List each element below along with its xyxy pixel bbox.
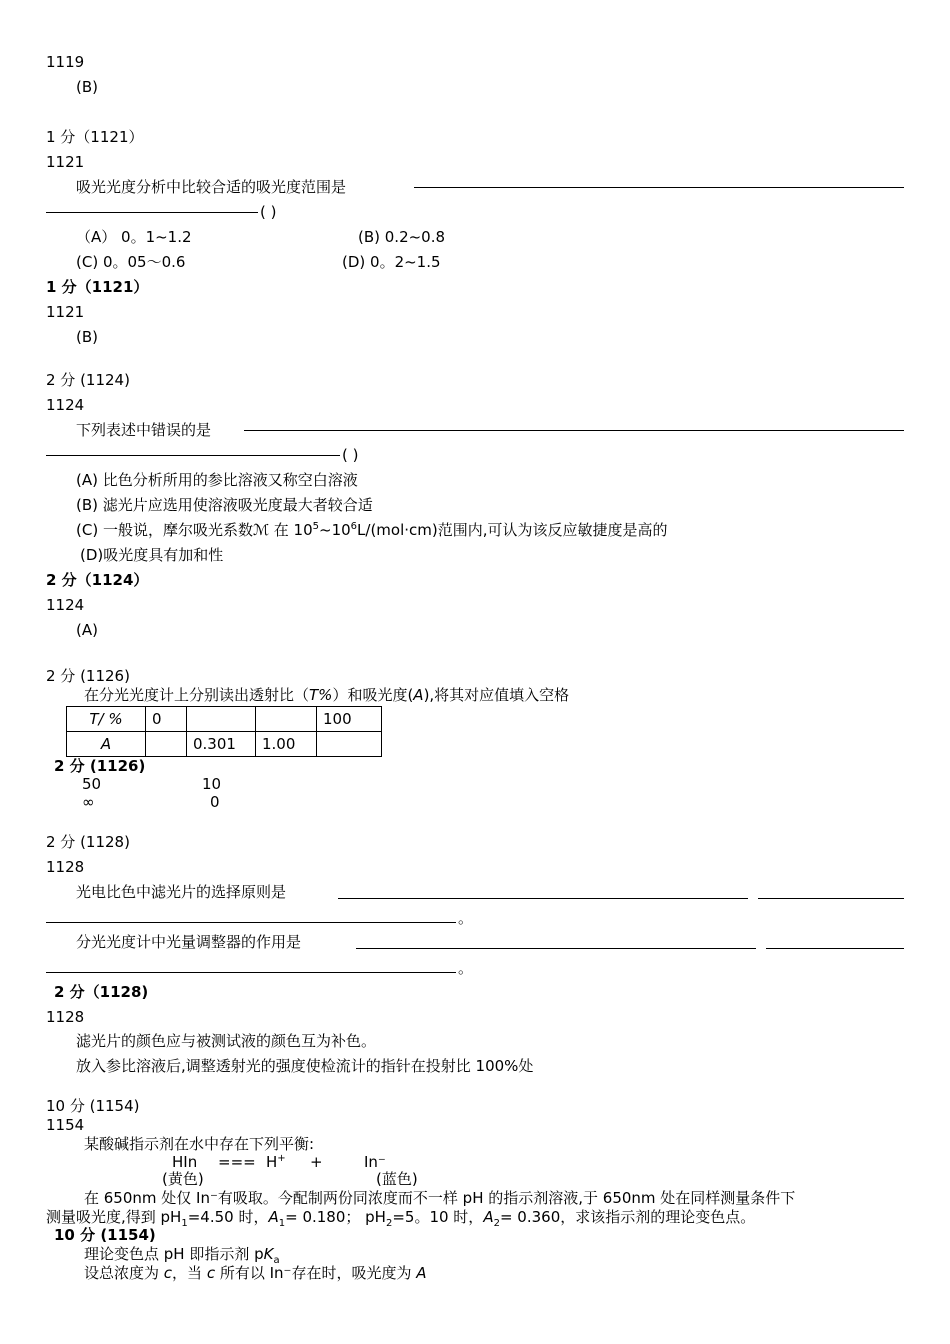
q1124-paren: ( ) bbox=[342, 446, 359, 464]
q1154-heading: 10 分 (1154) bbox=[46, 1097, 140, 1115]
q1121-option-d: (D) 0。2~1.5 bbox=[342, 253, 441, 271]
q1154-answer-1-k: K bbox=[263, 1245, 274, 1263]
q1154-eq-in: In⁻ bbox=[364, 1153, 386, 1171]
q1124-option-c-pre: (C) 一般说，摩尔吸光系数 bbox=[76, 521, 253, 539]
table-cell[interactable] bbox=[256, 707, 317, 732]
q1154-stem-3-sub4: 2 bbox=[493, 1218, 500, 1229]
table-cell[interactable]: 100 bbox=[317, 707, 382, 732]
q1121-option-a: （A） 0。1~1.2 bbox=[76, 228, 192, 246]
q1154-stem-3-sub3: 2 bbox=[385, 1218, 393, 1229]
q1124-option-c-post: L/(mol·cm)范围内,可认为该反应敏捷度是高的 bbox=[357, 521, 668, 539]
q1121-answer-heading: 1 分（1121） bbox=[46, 278, 149, 296]
table-row bbox=[67, 707, 382, 732]
q1124-option-c-exp1: 5 bbox=[312, 521, 319, 532]
q1154-answer-2-b: ，当 bbox=[172, 1264, 207, 1282]
q1128-blank-2a bbox=[356, 948, 756, 949]
q1154-eq-yellow: (黄色) bbox=[162, 1170, 204, 1188]
q1154-stem-3-b: =4.50 时， bbox=[187, 1208, 269, 1226]
q1121-answer: (B) bbox=[76, 328, 98, 346]
q1154-eq-h-sup: + bbox=[277, 1153, 286, 1164]
q1154-stem-3-e: = 0.360，求该指示剂的理论变色点。 bbox=[499, 1208, 756, 1226]
q1124-option-a: (A) 比色分析所用的参比溶液又称空白溶液 bbox=[76, 471, 358, 489]
q1154-eq-blue: (蓝色) bbox=[376, 1170, 418, 1188]
table-cell[interactable] bbox=[317, 732, 382, 757]
q1124-answer-number: 1124 bbox=[46, 596, 85, 614]
q1154-eq-plus: + bbox=[310, 1153, 323, 1171]
table-cell[interactable] bbox=[146, 732, 187, 757]
q1119-answer: (B) bbox=[76, 78, 98, 96]
q1128-blank-1b bbox=[758, 898, 904, 899]
table-row bbox=[67, 732, 382, 757]
q1124-option-c bbox=[76, 520, 668, 540]
q1126-stem-a: A bbox=[413, 686, 424, 704]
q1126-stem-pre: 在分光光度计上分别读出透射比（ bbox=[84, 686, 310, 704]
q1124-option-c-tilde: ~10 bbox=[319, 521, 351, 539]
q1126-answer-r1c1: 50 bbox=[82, 775, 102, 793]
q1121-stem: 吸光光度分析中比较合适的吸光度范围是 bbox=[76, 178, 347, 196]
q1126-answer-r1c2: 10 bbox=[202, 775, 222, 793]
q1128-blank-2b bbox=[766, 948, 904, 949]
table-cell[interactable]: 0 bbox=[146, 707, 187, 732]
q1154-stem-3-d: =5。10 时， bbox=[392, 1208, 484, 1226]
q1126-answer-heading: 2 分 (1126) bbox=[54, 757, 146, 775]
q1126-answer-r2c2: 0 bbox=[210, 793, 220, 811]
q1124-option-b: (B) 滤光片应选用使溶液吸光度最大者较合适 bbox=[76, 496, 373, 514]
q1154-stem-3-sub2: 1 bbox=[278, 1218, 286, 1229]
q1128-period-2: 。 bbox=[458, 959, 474, 977]
q1154-answer-2-c2: c bbox=[206, 1264, 216, 1282]
q1128-heading: 2 分 (1128) bbox=[46, 833, 130, 851]
q1154-eq-hin: HIn bbox=[172, 1153, 198, 1171]
q1154-eq-h bbox=[266, 1152, 286, 1172]
q1124-option-d: (D)吸光度具有加和性 bbox=[80, 546, 224, 564]
q1128-period-1: 。 bbox=[458, 909, 474, 927]
q1154-answer-1-a: 理论变色点 pH 即指示剂 p bbox=[84, 1245, 264, 1263]
q1124-stem: 下列表述中错误的是 bbox=[76, 421, 212, 439]
q1128-answer-number: 1128 bbox=[46, 1008, 85, 1026]
q1124-option-c-symbol: ℳ bbox=[252, 521, 269, 539]
q1121-dash-line-1 bbox=[414, 187, 904, 188]
table-cell[interactable] bbox=[187, 707, 256, 732]
q1154-stem-1: 某酸碱指示剂在水中存在下列平衡: bbox=[84, 1135, 315, 1153]
q1121-heading: 1 分（1121） bbox=[46, 128, 144, 146]
q1128-number: 1128 bbox=[46, 858, 85, 876]
q1154-stem-3-sub1: 1 bbox=[181, 1218, 188, 1229]
q1121-number: 1121 bbox=[46, 153, 85, 171]
q1154-answer-1-sub: a bbox=[273, 1255, 280, 1266]
q1154-stem-3-a1: A bbox=[268, 1208, 279, 1226]
q1126-stem bbox=[84, 685, 569, 705]
q1124-dash-line-2 bbox=[46, 455, 340, 456]
q1126-answer-r2c1: ∞ bbox=[82, 793, 95, 811]
q1154-answer-2-a: 设总浓度为 bbox=[84, 1264, 164, 1282]
q1124-number: 1124 bbox=[46, 396, 85, 414]
q1126-stem-t: T% bbox=[309, 686, 333, 704]
q1154-eq-sign: === bbox=[218, 1153, 256, 1171]
q1128-answer-1: 滤光片的颜色应与被测试液的颜色互为补色。 bbox=[76, 1032, 377, 1050]
table-cell[interactable]: 0.301 bbox=[187, 732, 256, 757]
q1154-answer-1 bbox=[84, 1244, 280, 1264]
q1154-answer-2-d: 所有以 In⁻存在时，吸光度为 bbox=[215, 1264, 417, 1282]
q1121-dash-line-2 bbox=[46, 212, 258, 213]
q1124-option-c-mid: 在 10 bbox=[269, 521, 313, 539]
q1126-stem-mid: ）和吸光度( bbox=[332, 686, 414, 704]
table-row-label: T/ % bbox=[67, 707, 146, 732]
q1154-stem-3-a2: A bbox=[483, 1208, 494, 1226]
q1119-number: 1119 bbox=[46, 53, 85, 71]
q1128-answer-heading: 2 分（1128) bbox=[54, 983, 149, 1001]
q1121-answer-number: 1121 bbox=[46, 303, 85, 321]
q1126-table bbox=[66, 706, 382, 757]
q1121-option-b: (B) 0.2~0.8 bbox=[358, 228, 446, 246]
q1154-answer-2-c1: c bbox=[163, 1264, 173, 1282]
q1154-stem-2: 在 650nm 处仅 In⁻有吸取。今配制两份同浓度而不一样 pH 的指示剂溶液,于 650nm 处在同样测量条件下 bbox=[84, 1189, 796, 1207]
q1128-blank-1c bbox=[46, 922, 456, 923]
q1154-answer-2-a-symbol: A bbox=[416, 1264, 427, 1282]
q1154-answer-heading: 10 分 (1154) bbox=[54, 1226, 156, 1244]
table-cell[interactable]: 1.00 bbox=[256, 732, 317, 757]
q1124-option-c-exp2: 6 bbox=[350, 521, 358, 532]
q1128-blank-1a bbox=[338, 898, 748, 899]
q1124-dash-line-1 bbox=[244, 430, 904, 431]
q1154-stem-3-c: = 0.180； pH bbox=[285, 1208, 386, 1226]
q1128-stem-2: 分光光度计中光量调整器的作用是 bbox=[76, 933, 302, 951]
q1121-paren: ( ) bbox=[260, 203, 277, 221]
table-row-label: A bbox=[67, 732, 146, 757]
q1154-stem-3 bbox=[46, 1207, 755, 1227]
q1154-stem-3-a: 测量吸光度,得到 pH bbox=[46, 1208, 182, 1226]
q1124-heading: 2 分 (1124) bbox=[46, 371, 130, 389]
q1126-heading: 2 分 (1126) bbox=[46, 667, 130, 685]
q1154-number: 1154 bbox=[46, 1116, 85, 1134]
q1126-stem-post: ),将其对应值填入空格 bbox=[423, 686, 570, 704]
q1124-answer: (A) bbox=[76, 621, 98, 639]
q1154-eq-h-text: H bbox=[266, 1153, 278, 1171]
q1128-stem-1: 光电比色中滤光片的选择原则是 bbox=[76, 883, 287, 901]
q1121-option-c: (C) 0。05～0.6 bbox=[76, 253, 186, 271]
q1128-answer-2: 放入参比溶液后,调整透射光的强度使检流计的指针在投射比 100%处 bbox=[76, 1057, 534, 1075]
q1154-answer-2 bbox=[84, 1263, 426, 1283]
q1128-blank-2c bbox=[46, 972, 456, 973]
q1124-answer-heading: 2 分（1124） bbox=[46, 571, 149, 589]
